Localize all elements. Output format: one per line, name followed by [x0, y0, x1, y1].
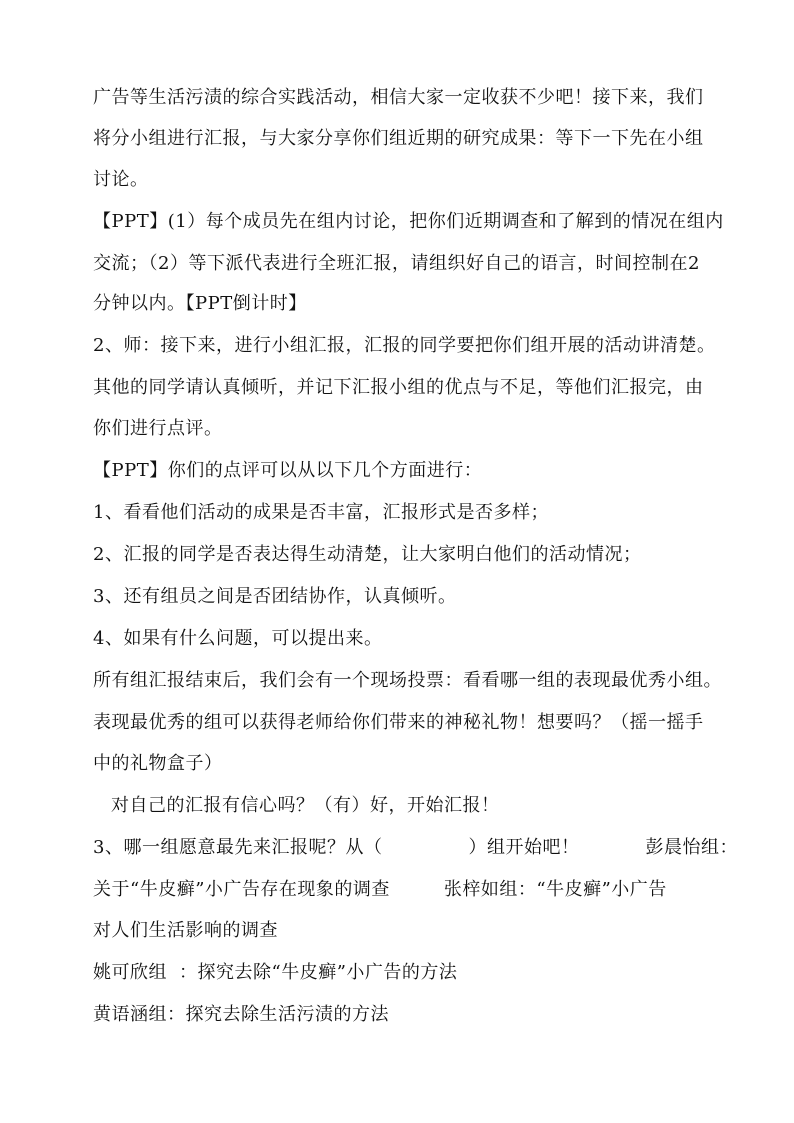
paragraph-line: 将分小组进行汇报，与大家分享你们组近期的研究成果：等下一下先在小组: [93, 128, 704, 149]
text-segment: 关于“牛皮癣”小广告存在现象的调查: [93, 879, 390, 900]
paragraph-line: 【PPT】你们的点评可以从以下几个方面进行：: [93, 460, 483, 481]
paragraph-line: 对人们生活影响的调查: [93, 920, 278, 941]
group-name: 姚可欣组: [93, 962, 167, 983]
paragraph-line: 你们进行点评。: [93, 418, 223, 439]
paragraph-line: 【PPT】(1）每个成员先在组内讨论，把你们近期调查和了解到的情况在组内: [93, 211, 724, 232]
paragraph-line: 2、师：接下来，进行小组汇报，汇报的同学要把你们组开展的活动讲清楚。: [93, 335, 716, 356]
text-segment: ：探究去除“牛皮癣”小广告的方法: [179, 962, 458, 983]
list-item: 2、汇报的同学是否表达得生动清楚，让大家明白他们的活动情况；: [93, 544, 642, 565]
paragraph-line: 中的礼物盒子）: [93, 753, 223, 774]
paragraph-line: 对自己的汇报有信心吗？（有）好，开始汇报！: [111, 795, 500, 816]
text-segment: 张梓如组：“牛皮癣”小广告: [443, 879, 667, 900]
group-name: 彭晨怡组：: [645, 837, 738, 858]
list-item: 3、还有组员之间是否团结协作，认真倾听。: [93, 586, 457, 607]
paragraph-line: 讨论。: [93, 169, 149, 190]
paragraph-line: 广告等生活污渍的综合实践活动，相信大家一定收获不少吧！接下来，我们: [93, 87, 704, 108]
paragraph-line: 表现最优秀的组可以获得老师给你们带来的神秘礼物！想要吗？（摇一摇手: [93, 712, 704, 733]
paragraph-line: [93, 878, 667, 902]
paragraph-line: 交流；（2）等下派代表进行全班汇报，请组织好自己的语言，时间控制在2: [93, 253, 700, 274]
paragraph-line: [93, 961, 457, 985]
paragraph-line: 所有组汇报结束后，我们会有一个现场投票：看看哪一组的表现最优秀小组。: [93, 670, 722, 691]
paragraph-line: 分钟以内。【PPT倒计时】: [93, 293, 307, 314]
list-item: 4、如果有什么问题，可以提出来。: [93, 628, 383, 649]
list-item: 1、看看他们活动的成果是否丰富，汇报形式是否多样；: [93, 502, 549, 523]
paragraph-line: [93, 836, 738, 860]
text-segment: 3、哪一组愿意最先来汇报呢？从（: [93, 837, 383, 858]
text-segment: ）组开始吧！: [468, 837, 580, 858]
paragraph-line: 黄语涵组：探究去除生活污渍的方法: [93, 1004, 389, 1025]
paragraph-line: 其他的同学请认真倾听，并记下汇报小组的优点与不足，等他们汇报完，由: [93, 377, 704, 398]
